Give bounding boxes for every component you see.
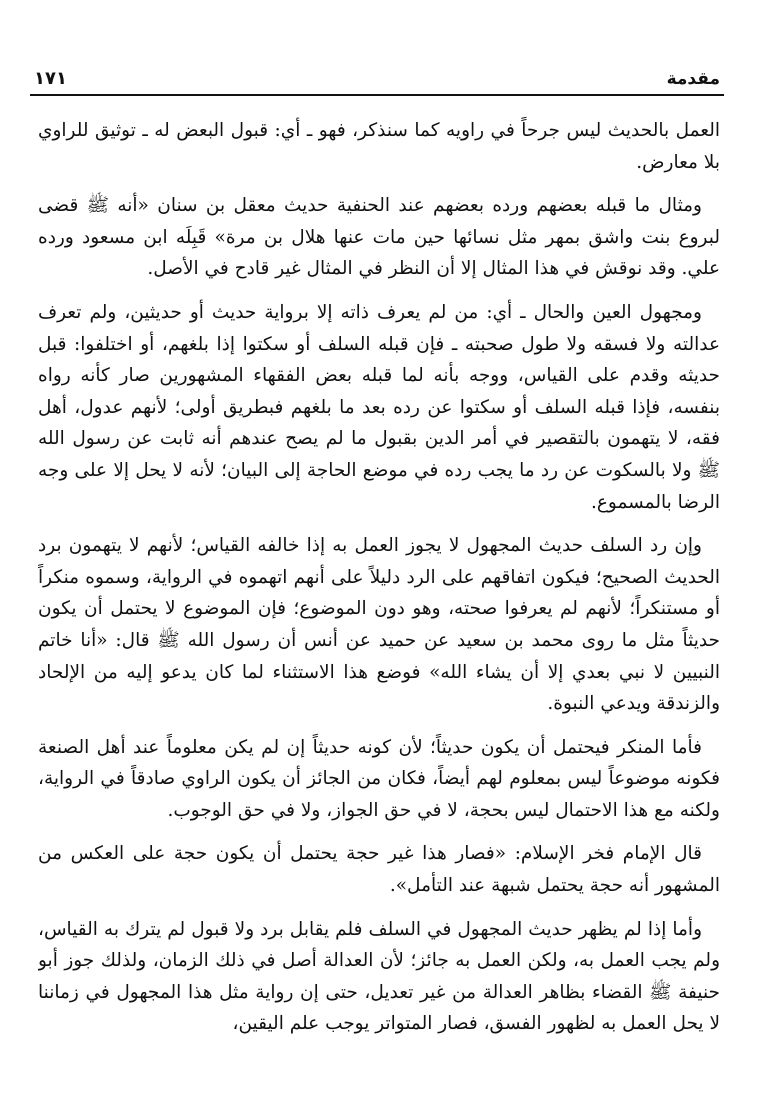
page-number: ١٧١ (34, 68, 67, 89)
paragraph: قال الإمام فخر الإسلام: «فصار هذا غير حجة يحتمل أن يكون حجة على العكس من المشهور أنه حجة يحتمل شبهة عند التأمل». (38, 843, 720, 897)
paragraph: وأما إذا لم يظهر حديث المجهول في السلف فلم يقابل برد ولا قبول لم يترك به القياس، ولم يجب العمل به، ولكن العمل به جائز؛ لأن العدالة أصل في ذلك الزمان، ولذلك جوز أبو حنيفة ﷺ القضاء بظاهر العدالة من غير تعديل، حتى إن رواية مثل هذا المجهول في زماننا لا يحل العمل به لظهور الفسق، فصار المتواتر يوجب علم اليقين، (38, 918, 720, 1035)
paragraph: ومثال ما قبله بعضهم ورده بعضهم عند الحنفية حديث معقل بن سنان «أنه ﷺ قضى لبروع بنت واشق بمهر مثل نسائها حين مات عنها هلال بن مرة» قَبِلَه ابن مسعود ورده علي. وقد نوقش في هذا المثال إلا أن النظر في المثال غير قادح في الأصل. (38, 195, 720, 280)
body-text (38, 115, 720, 1090)
running-title: مقدمة (666, 69, 720, 89)
page-header (34, 58, 720, 90)
paragraph: العمل بالحديث ليس جرحاً في راويه كما سنذكر، فهو ـ أي: قبول البعض له ـ توثيق للراوي بلا معارض. (38, 120, 720, 173)
header-divider (30, 94, 724, 96)
paragraph: ومجهول العين والحال ـ أي: من لم يعرف ذاته إلا برواية حديث أو حديثين، ولم تعرف عدالته ولا فسقه ولا طول صحبته ـ فإن قبله السلف أو سكتوا إذا بلغهم، أو اختلفوا: قبل حديثه وقدم على القياس، ووجه بأنه لما قبله بعض الفقهاء المشهورين صار كأنه رواه بنفسه، فإذا قبله السلف أو سكتوا عن رده بعد ما بلغهم فبطريق أولى؛ لأنهم عدول، أهل فقه، لا يتهمون بالتقصير في أمر الدين بقبول ما لم يصح عندهم أنه ثابت عن رسول الله ﷺ ولا بالسكوت عن رد ما يجب رده في موضع الحاجة إلى البيان؛ لأنه لا يحل إلا على وجه الرضا بالمسموع. (38, 301, 720, 513)
paragraph: فأما المنكر فيحتمل أن يكون حديثاً؛ لأن كونه حديثاً إن لم يكن معلوماً عند أهل الصنعة فكونه موضوعاً ليس بمعلوم لهم أيضاً، فكان من الجائز أن يكون الراوي صادقاً في الرواية، ولكنه مع هذا الاحتمال ليس بحجة، لا في حق الجواز، ولا في حق الوجوب. (38, 736, 720, 821)
paragraph: وإن رد السلف حديث المجهول لا يجوز العمل به إذا خالفه القياس؛ لأنهم لا يتهمون برد الحديث الصحيح؛ فيكون اتفاقهم على الرد دليلاً على أنهم اتهموه في الرواية، وسموه منكراً أو مستنكراً؛ لأنهم لم يعرفوا صحته، وهو دون الموضوع؛ فإن الموضوع لا يحتمل أن يكون حديثاً مثل ما روى محمد بن سعيد عن حميد عن أنس أن رسول الله ﷺ قال: «أنا خاتم النبيين لا نبي بعدي إلا أن يشاء الله» فوضع هذا الاستثناء لما كان يدعو إليه من الإلحاد والزندقة ويدعي النبوة. (38, 535, 720, 715)
